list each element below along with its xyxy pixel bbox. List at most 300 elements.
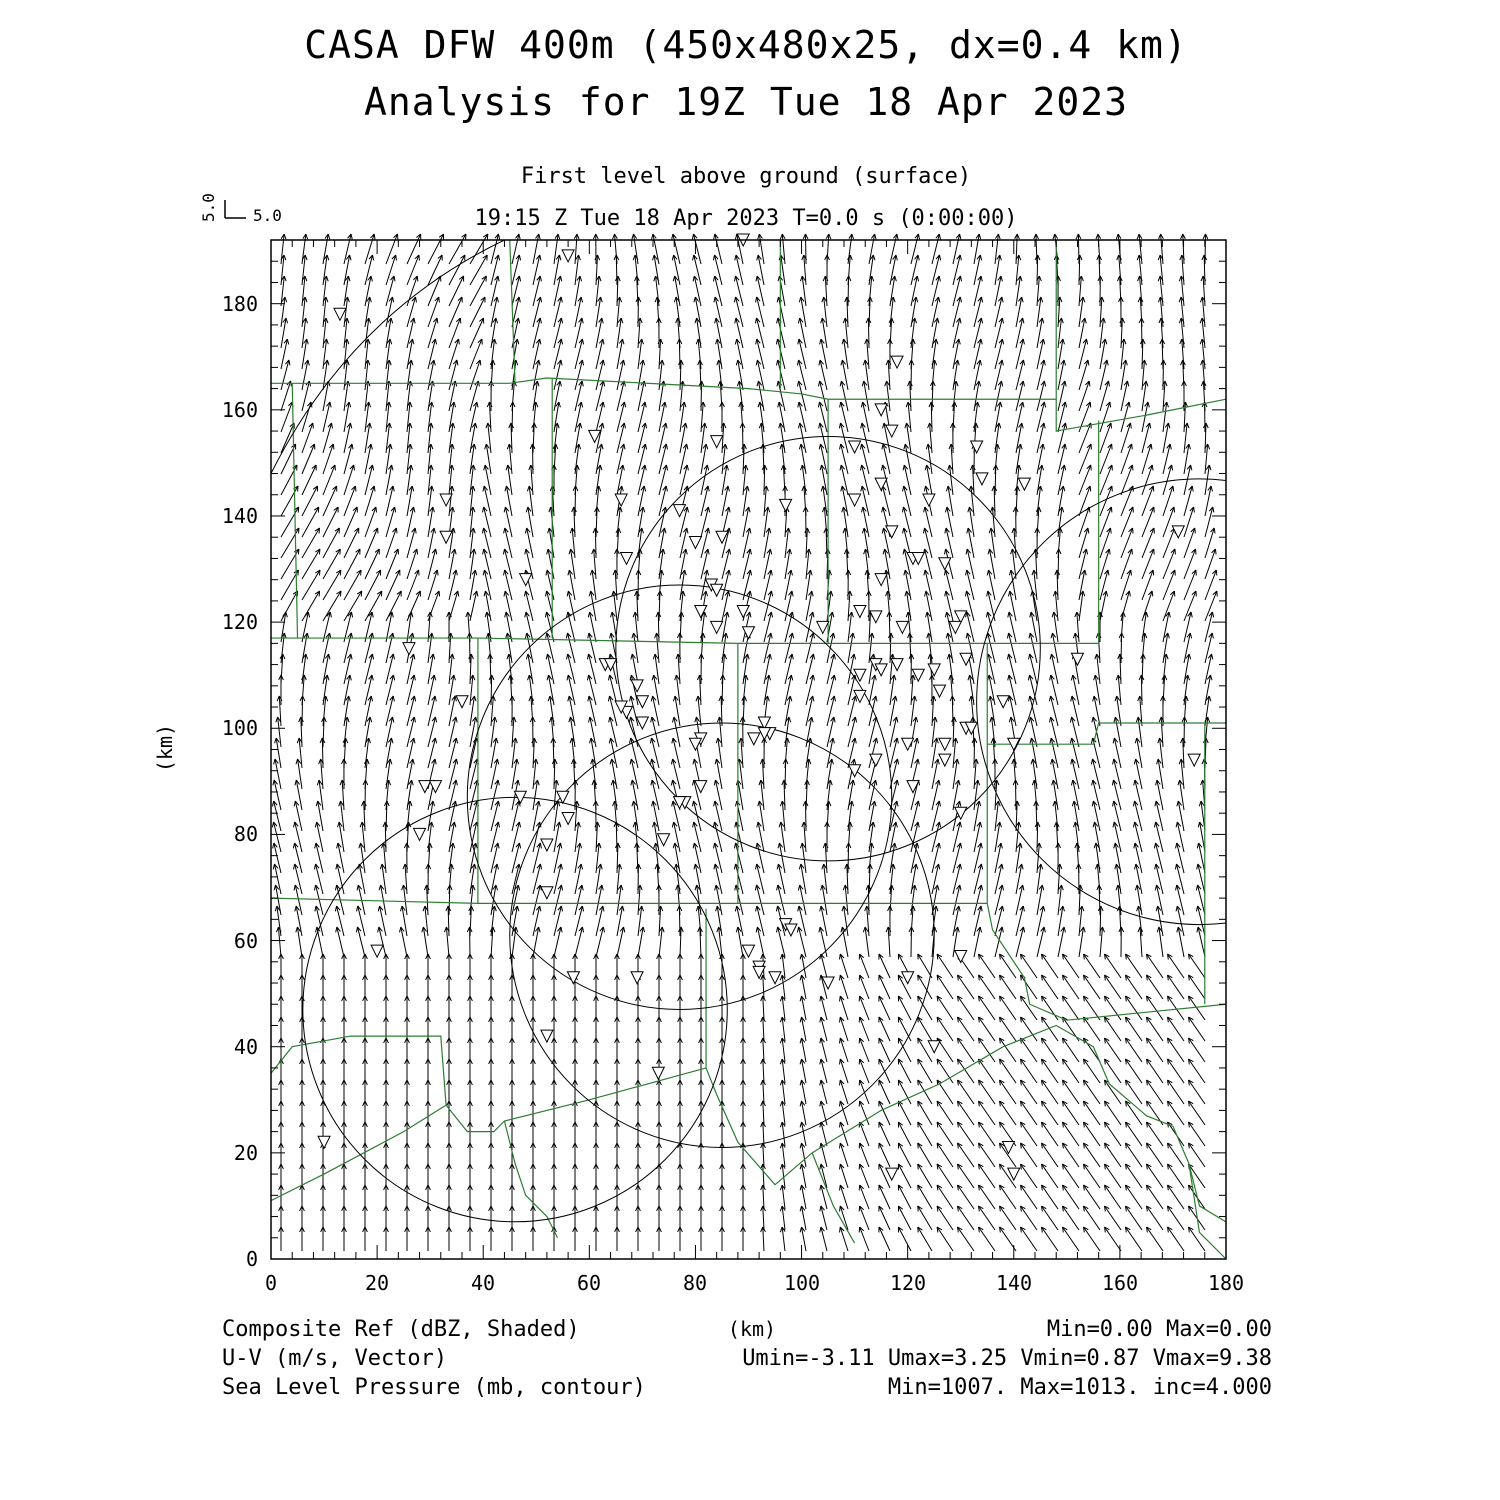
- wind-vector: [958, 1080, 975, 1104]
- wind-vector: [1063, 1143, 1080, 1167]
- wind-vector: [860, 1185, 869, 1209]
- wind-vector: [1021, 1122, 1038, 1146]
- wind-vector: [763, 1227, 764, 1251]
- station-marker: [429, 781, 441, 793]
- station-marker: [711, 584, 723, 596]
- wind-vector: [1021, 1185, 1038, 1209]
- wind-vector: [1063, 1185, 1080, 1209]
- wind-vector: [879, 1080, 890, 1104]
- station-marker: [870, 611, 882, 623]
- wind-vector: [898, 1017, 911, 1041]
- wind-vector: [958, 1227, 975, 1251]
- wind-vector: [1105, 954, 1122, 978]
- wind-vector: [1126, 1143, 1143, 1167]
- reference-vector: [199, 193, 282, 225]
- wind-vector: [428, 234, 444, 264]
- wind-vector: [1184, 612, 1191, 642]
- station-marker: [1188, 754, 1200, 766]
- wind-vector: [1189, 1143, 1206, 1167]
- station-marker: [849, 765, 861, 777]
- wind-vector: [449, 234, 466, 264]
- wind-vector: [323, 234, 328, 264]
- station-marker: [567, 972, 579, 984]
- wind-vector: [1042, 1143, 1059, 1167]
- station-marker: [780, 499, 792, 511]
- station-marker: [896, 621, 908, 633]
- wind-vector: [763, 975, 764, 999]
- wind-vector: [918, 954, 932, 978]
- wind-vector: [1000, 1038, 1017, 1062]
- wind-vector: [1084, 1185, 1101, 1209]
- wind-vector: [1063, 1038, 1080, 1062]
- x-axis-unit: (km): [727, 1317, 777, 1341]
- y-tick-label: 20: [233, 1141, 258, 1165]
- wind-vector: [860, 1227, 869, 1251]
- footer-shaded-field: Composite Ref (dBZ, Shaded): [222, 1317, 580, 1342]
- wind-vector: [1042, 1164, 1059, 1188]
- wind-vector: [1147, 1038, 1164, 1062]
- wind-vector: [918, 1059, 932, 1083]
- wind-vector: [860, 1164, 869, 1188]
- wind-vector: [1168, 1017, 1185, 1041]
- wind-vector: [937, 1206, 953, 1230]
- wind-vector: [979, 1164, 996, 1188]
- wind-vector: [1168, 1038, 1185, 1062]
- wind-vector: [979, 1122, 996, 1146]
- y-tick-label: 0: [245, 1247, 258, 1271]
- station-marker: [334, 308, 346, 320]
- wind-vector: [1126, 1017, 1143, 1041]
- wind-vector: [937, 1143, 953, 1167]
- wind-vector: [1105, 1038, 1122, 1062]
- x-tick-label: 20: [364, 1271, 390, 1295]
- y-tick-label: 140: [221, 504, 258, 528]
- wind-vector: [1036, 234, 1037, 264]
- wind-vector: [979, 1101, 996, 1125]
- wind-vector: [879, 1206, 890, 1230]
- ref-vector-y-label: 5.0: [199, 193, 218, 222]
- wind-vector: [1189, 1059, 1206, 1083]
- wind-vector: [1147, 1080, 1164, 1104]
- station-marker: [870, 754, 882, 766]
- ref-vector-x-label: 5.0: [253, 206, 282, 225]
- wind-vector: [1000, 975, 1017, 999]
- wind-vector: [1021, 1038, 1038, 1062]
- pressure-contour: [977, 479, 1423, 925]
- footer-shaded-stats: Min=0.00 Max=0.00: [1046, 1317, 1272, 1342]
- wind-vector: [1021, 1164, 1038, 1188]
- wind-vector: [1084, 1017, 1101, 1041]
- wind-vector: [673, 234, 680, 264]
- wind-vector: [1063, 1101, 1080, 1125]
- wind-vector: [1126, 1164, 1143, 1188]
- station-marker: [541, 887, 553, 899]
- station-marker: [976, 473, 988, 485]
- footer-contour-field: Sea Level Pressure (mb, contour): [222, 1375, 646, 1400]
- wind-vector: [1189, 1038, 1206, 1062]
- station-marker: [440, 531, 452, 543]
- station-marker: [886, 425, 898, 437]
- wind-vector: [879, 1038, 890, 1062]
- wind-vector: [918, 1101, 932, 1125]
- wind-vector: [1000, 1017, 1017, 1041]
- wind-vector: [979, 1143, 996, 1167]
- wind-vector: [1126, 996, 1143, 1020]
- county-boundary: [271, 1036, 446, 1105]
- wind-vector: [1084, 1059, 1101, 1083]
- wind-vector: [1147, 1143, 1164, 1167]
- wind-vector: [1000, 1206, 1017, 1230]
- wind-vector: [759, 234, 764, 264]
- wind-vector: [879, 996, 890, 1020]
- wind-vector: [879, 975, 890, 999]
- station-marker: [939, 754, 951, 766]
- wind-vector: [979, 1227, 996, 1251]
- wind-vector: [879, 1101, 890, 1125]
- wind-vector: [763, 1164, 764, 1188]
- wind-vector: [918, 1143, 932, 1167]
- y-tick-label: 40: [233, 1035, 258, 1059]
- station-marker: [541, 839, 553, 851]
- station-marker: [1172, 526, 1184, 538]
- title-line1: CASA DFW 400m (450x480x25, dx=0.4 km): [304, 23, 1188, 67]
- station-marker: [875, 478, 887, 490]
- wind-vector: [879, 1122, 890, 1146]
- wind-vector: [958, 1059, 975, 1083]
- wind-vector: [1084, 1080, 1101, 1104]
- wind-vector: [860, 996, 869, 1020]
- station-marker: [955, 950, 967, 962]
- wind-vector: [1105, 1101, 1122, 1125]
- wind-vector: [1168, 1080, 1185, 1104]
- wind-vector: [974, 234, 979, 264]
- station-marker: [403, 643, 415, 655]
- wind-vector: [958, 1122, 975, 1146]
- county-boundaries: [271, 240, 1226, 1259]
- wind-vector: [1000, 996, 1017, 1020]
- station-marker: [934, 685, 946, 697]
- wind-vector: [1147, 1017, 1164, 1041]
- wind-vector: [1042, 1080, 1059, 1104]
- y-tick-label: 120: [221, 610, 258, 634]
- wind-vector: [1126, 1122, 1143, 1146]
- wind-vector: [1189, 975, 1206, 999]
- wind-vector: [1105, 1143, 1122, 1167]
- wind-vector: [1063, 975, 1080, 999]
- wind-vector: [1042, 1206, 1059, 1230]
- wind-vector: [1147, 1059, 1164, 1083]
- wind-vector: [918, 1206, 932, 1230]
- x-tick-label: 180: [1207, 1271, 1245, 1295]
- wind-vector: [1105, 1164, 1122, 1188]
- wind-vector: [979, 1017, 996, 1041]
- station-marker: [928, 664, 940, 676]
- station-marker: [1018, 478, 1030, 490]
- station-marker: [743, 945, 755, 957]
- wind-vector: [763, 1080, 764, 1104]
- wind-vector: [937, 975, 953, 999]
- station-marker: [636, 696, 648, 708]
- station-marker: [891, 356, 903, 368]
- wind-vector: [1021, 954, 1038, 978]
- wind-vector: [937, 1164, 953, 1188]
- wind-vector: [860, 1017, 869, 1041]
- station-marker: [615, 494, 627, 506]
- wind-vector: [860, 1038, 869, 1062]
- station-marker: [636, 717, 648, 729]
- wind-vector: [898, 1101, 911, 1125]
- wind-vector: [1021, 1143, 1038, 1167]
- station-marker: [886, 1168, 898, 1180]
- wind-vector: [958, 1185, 975, 1209]
- wind-vector: [937, 1122, 953, 1146]
- station-marker: [1002, 1142, 1014, 1154]
- wind-vector: [1042, 1038, 1059, 1062]
- wind-vector: [554, 234, 558, 264]
- wind-vector: [898, 1206, 911, 1230]
- wind-vector: [1078, 234, 1079, 264]
- wind-vector: [958, 1164, 975, 1188]
- wind-vector: [1168, 975, 1185, 999]
- wind-vector: [1063, 1080, 1080, 1104]
- wind-vector: [979, 975, 996, 999]
- axis-ticks: [271, 240, 1226, 1259]
- wind-vector: [860, 1206, 869, 1230]
- y-tick-label: 180: [221, 292, 258, 316]
- wind-vector: [898, 1059, 911, 1083]
- wind-vector: [1168, 1101, 1185, 1125]
- wind-vector: [1126, 1038, 1143, 1062]
- wind-vector: [1084, 1227, 1101, 1251]
- station-marker: [928, 1041, 940, 1053]
- wind-vector: [1000, 1059, 1017, 1083]
- y-tick-label: 160: [221, 398, 258, 422]
- wind-vector: [879, 1017, 890, 1041]
- wind-vector: [1147, 1185, 1164, 1209]
- wind-vector: [918, 1080, 932, 1104]
- wind-vector: [1021, 1101, 1038, 1125]
- wind-vector: [979, 1206, 996, 1230]
- wind-vector: [1147, 1164, 1164, 1188]
- level-label: First level above ground (surface): [520, 164, 972, 189]
- wind-vector: [1042, 1227, 1059, 1251]
- wind-vector: [918, 1185, 932, 1209]
- wind-vector: [1147, 975, 1164, 999]
- wind-vector: [918, 1017, 932, 1041]
- y-axis: [222, 292, 258, 1271]
- wind-vector: [1105, 1227, 1122, 1251]
- wind-vector: [879, 1143, 890, 1167]
- station-marker: [817, 621, 829, 633]
- wind-vector: [1021, 975, 1038, 999]
- wind-vector: [1147, 996, 1164, 1020]
- station-marker: [902, 972, 914, 984]
- station-marker: [658, 834, 670, 846]
- wind-vector: [1000, 1185, 1017, 1209]
- station-marker: [562, 812, 574, 824]
- title-line2: Analysis for 19Z Tue 18 Apr 2023: [363, 80, 1129, 124]
- plot-frame: [271, 240, 1226, 1259]
- wind-vector: [1084, 1206, 1101, 1230]
- wind-vector: [1016, 234, 1017, 264]
- wind-vector: [1042, 954, 1059, 978]
- wind-vector: [1168, 1185, 1185, 1209]
- wind-vector: [1084, 1122, 1101, 1146]
- wind-vector: [958, 1143, 975, 1167]
- y-axis-unit: (km): [153, 723, 177, 773]
- wind-vector: [1189, 1101, 1206, 1125]
- wind-vector: [1126, 954, 1143, 978]
- wind-vector: [937, 1059, 953, 1083]
- county-boundary: [271, 898, 987, 903]
- wind-vector: [1189, 1080, 1206, 1104]
- station-marker: [785, 924, 797, 936]
- wind-vector: [1084, 1164, 1101, 1188]
- wind-vector: [898, 1227, 911, 1251]
- wind-vector: [1042, 1122, 1059, 1146]
- station-marker: [520, 574, 532, 586]
- wind-vector: [937, 954, 953, 978]
- wind-vector: [890, 234, 897, 264]
- wind-vector: [1105, 975, 1122, 999]
- county-boundary: [987, 903, 1226, 1020]
- wind-vector: [958, 996, 975, 1020]
- wind-vector: [1168, 1164, 1185, 1188]
- footer-vector-stats: Umin=-3.11 Umax=3.25 Vmin=0.87 Vmax=9.38: [742, 1346, 1272, 1371]
- wind-vector: [1084, 954, 1101, 978]
- wind-vector: [860, 975, 869, 999]
- wind-vector: [1042, 1101, 1059, 1125]
- station-marker: [562, 250, 574, 262]
- wind-vector: [937, 1017, 953, 1041]
- station-markers: [318, 234, 1200, 1180]
- wind-vector: [918, 996, 932, 1020]
- wind-vector: [1063, 996, 1080, 1020]
- valid-time: 19:15 Z Tue 18 Apr 2023 T=0.0 s (0:00:00): [474, 206, 1018, 231]
- wind-vector: [763, 1059, 764, 1083]
- wind-vector: [1183, 234, 1184, 264]
- wind-vector: [763, 1122, 764, 1146]
- station-marker: [631, 680, 643, 692]
- wind-vector: [958, 1017, 975, 1041]
- x-tick-label: 80: [682, 1271, 708, 1295]
- station-marker: [748, 733, 760, 745]
- wind-vector: [1105, 1185, 1122, 1209]
- wind-vector: [1000, 1101, 1017, 1125]
- wind-vector: [937, 996, 953, 1020]
- wind-vector: [302, 234, 306, 264]
- wind-vector: [918, 1122, 932, 1146]
- wind-vector: [763, 1101, 764, 1125]
- wind-vector: [1084, 975, 1101, 999]
- station-marker: [371, 945, 383, 957]
- wind-vector: [979, 1038, 996, 1062]
- wind-vector: [1147, 954, 1164, 978]
- wind-vector: [1021, 1206, 1038, 1230]
- wind-vector: [1168, 1227, 1185, 1251]
- wind-vector: [1189, 1122, 1206, 1146]
- wind-vector: [1063, 954, 1080, 978]
- wind-vector: [1063, 1206, 1080, 1230]
- wind-vector: [979, 996, 996, 1020]
- station-marker: [923, 494, 935, 506]
- wind-vector: [979, 1185, 996, 1209]
- station-marker: [886, 526, 898, 538]
- wind-vector: [365, 234, 374, 264]
- wind-vector: [937, 1185, 953, 1209]
- wind-vector: [937, 1227, 953, 1251]
- wind-vector: [898, 1122, 911, 1146]
- wind-vector: [763, 1017, 764, 1041]
- wind-vector: [344, 234, 351, 264]
- y-tick-label: 80: [233, 822, 258, 846]
- wind-vector: [1084, 996, 1101, 1020]
- wind-vector: [918, 1227, 932, 1251]
- wind-vector: [1126, 1185, 1143, 1209]
- wind-vector: [860, 1059, 869, 1083]
- wind-vector: [1168, 1059, 1185, 1083]
- wind-vector: [1189, 1017, 1206, 1041]
- x-tick-label: 140: [995, 1271, 1033, 1295]
- wind-vector: [1042, 996, 1059, 1020]
- station-marker: [875, 404, 887, 416]
- y-tick-label: 100: [221, 716, 258, 740]
- wind-vector: [407, 234, 421, 264]
- station-marker: [631, 972, 643, 984]
- wind-vector: [1042, 1017, 1059, 1041]
- wind-vector: [958, 1038, 975, 1062]
- station-marker: [541, 1030, 553, 1042]
- wind-vector: [1147, 1122, 1164, 1146]
- station-marker: [997, 696, 1009, 708]
- x-tick-label: 100: [783, 1271, 821, 1295]
- wind-vector: [860, 954, 869, 978]
- y-tick-label: 60: [233, 929, 258, 953]
- wind-vector: [1063, 1059, 1080, 1083]
- wind-vector: [898, 996, 911, 1020]
- wind-vector: [763, 1185, 764, 1209]
- station-marker: [318, 1136, 330, 1148]
- station-marker: [854, 606, 866, 618]
- wind-vector: [1021, 1227, 1038, 1251]
- wind-vector: [763, 996, 764, 1020]
- station-marker: [711, 621, 723, 633]
- wind-vector: [898, 1164, 911, 1188]
- wind-vector: [1126, 1059, 1143, 1083]
- wind-vector: [1147, 1206, 1164, 1230]
- station-marker: [875, 664, 887, 676]
- x-axis: [265, 1271, 1244, 1295]
- station-marker: [695, 606, 707, 618]
- wind-vector: [1084, 1143, 1101, 1167]
- wind-vector: [1084, 1101, 1101, 1125]
- wind-vector: [827, 234, 829, 264]
- wind-vector: [1063, 1164, 1080, 1188]
- station-marker: [912, 669, 924, 681]
- x-tick-label: 40: [470, 1271, 496, 1295]
- wind-vector: [898, 1080, 911, 1104]
- station-marker: [939, 738, 951, 750]
- wind-vector: [1168, 954, 1185, 978]
- wind-vector: [860, 1143, 869, 1167]
- wind-vector: [958, 1206, 975, 1230]
- wind-vector: [953, 234, 960, 264]
- wind-vector: [1189, 1227, 1206, 1251]
- footer-vector-field: U-V (m/s, Vector): [222, 1346, 448, 1371]
- station-marker: [849, 441, 861, 453]
- station-marker: [652, 1067, 664, 1079]
- wind-vector: [879, 1185, 890, 1209]
